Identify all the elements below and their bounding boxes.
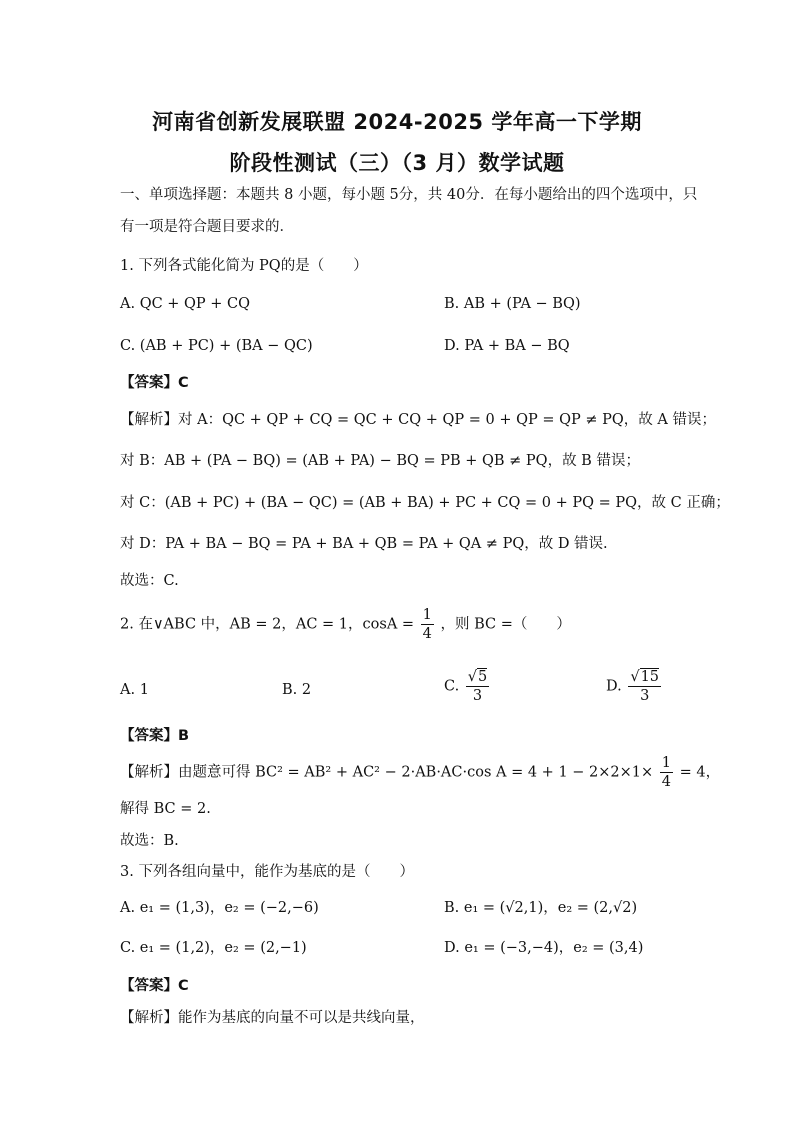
q1-option-a: A. QC + QP + CQ: [120, 296, 251, 312]
q2-option-d: [606, 668, 663, 705]
q2-stem-frac-num: 1: [422, 607, 432, 623]
q2-option-d-fraction: [628, 668, 661, 705]
q2-analysis-frac-den: 4: [661, 774, 672, 790]
q1-analysis-b: 对 B：AB + (PA − BQ) = (AB + PA) − BQ = PB + QB ≠ PQ，故 B 错误；: [120, 453, 640, 469]
q2-option-c: [444, 668, 491, 705]
q2-option-d-label: D.: [606, 678, 622, 695]
q2-stem-frac-den: 4: [422, 626, 432, 642]
q1-analysis-a: 【解析】对 A：QC + QP + CQ = QC + CQ + QP = 0 + QP = QP ≠ PQ，故 A 错误；: [120, 412, 716, 428]
q2-answer: 【答案】B: [120, 728, 190, 744]
q2-option-b: B. 2: [282, 682, 312, 698]
q1-answer: 【答案】C: [120, 375, 189, 391]
q2-stem-fraction: [421, 606, 434, 643]
q3-analysis: 【解析】能作为基底的向量不可以是共线向量，: [120, 1010, 425, 1026]
q2-option-c-fraction: [466, 668, 489, 705]
q3-option-a: A. e₁ = (1,3)，e₂ = (−2,−6): [120, 900, 319, 916]
q2-option-a: A. 1: [120, 682, 149, 698]
q2-option-c-den: 3: [472, 688, 483, 704]
section-intro-line2: 有一项是符合题目要求的．: [120, 219, 294, 235]
q2-option-d-num: √15: [630, 669, 660, 685]
q2-choice: 故选：B.: [120, 833, 179, 849]
q2-analysis-frac-num: 1: [661, 755, 672, 771]
q1-analysis-d: 对 D：PA + BA − BQ = PA + BA + QB = PA + QA ≠ PQ，故 D 错误.: [120, 536, 608, 552]
q1-option-d: D. PA + BA − BQ: [444, 338, 570, 354]
q1-option-c: C. (AB + PC) + (BA − QC): [120, 338, 313, 354]
q3-answer: 【答案】C: [120, 978, 189, 994]
q1-stem: 1. 下列各式能化简为 PQ的是（ ）: [120, 258, 368, 274]
q3-stem: 3. 下列各组向量中，能作为基底的是（ ）: [120, 864, 414, 880]
section-intro-line1: 一、单项选择题：本题共 8 小题，每小题 5分，共 40分．在每小题给出的四个选项中，只: [120, 187, 698, 203]
q3-option-c: C. e₁ = (1,2)，e₂ = (2,−1): [120, 940, 307, 956]
q2-analysis-suffix: = 4，: [679, 764, 721, 781]
q2-option-c-radicand: 5: [478, 669, 488, 685]
q2-option-d-den: 3: [640, 688, 650, 704]
q2-option-c-num: √5: [467, 669, 488, 685]
document-title-line1: 河南省创新发展联盟 2024-2025 学年高一下学期: [152, 110, 642, 134]
q2-analysis-prefix: 【解析】由题意可得 BC² = AB² + AC² − 2·AB·AC·cos A = 4 + 1 − 2×2×1×: [120, 764, 654, 781]
q2-option-d-radicand: 15: [640, 669, 660, 685]
q1-option-b: B. AB + (PA − BQ): [444, 296, 581, 312]
q3-option-b: B. e₁ = (√2,1)，e₂ = (2,√2): [444, 900, 638, 916]
q2-analysis-fraction: [660, 754, 673, 791]
q2-stem-prefix: 2. 在∨ABC 中，AB = 2，AC = 1，cosA =: [120, 616, 415, 633]
q2-stem-suffix: ，则 BC =（ ）: [440, 616, 571, 633]
q3-option-d: D. e₁ = (−3,−4)，e₂ = (3,4): [444, 940, 644, 956]
q2-solve: 解得 BC = 2.: [120, 801, 211, 817]
q2-stem: [120, 606, 571, 643]
q1-analysis-c: 对 C：(AB + PC) + (BA − QC) = (AB + BA) + PC + CQ = 0 + PQ = PQ，故 C 正确；: [120, 495, 730, 511]
q2-analysis: [120, 754, 720, 791]
document-title-line2: 阶段性测试（三）（3 月）数学试题: [229, 151, 565, 175]
q2-option-c-label: C.: [444, 678, 460, 695]
q1-choice: 故选：C.: [120, 573, 179, 589]
